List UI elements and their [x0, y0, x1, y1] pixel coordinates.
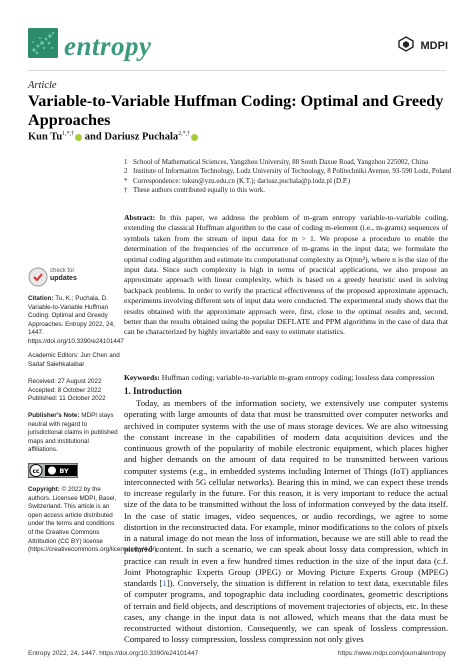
- paper-title: Variable-to-Variable Huffman Coding: Optimal and Greedy Approaches: [28, 92, 444, 129]
- check-for-updates-label[interactable]: [50, 268, 77, 283]
- affiliation-text[interactable]: Correspondence: tukun@yzu.edu.cn (K.T.); dariusz.puchala@p.lodz.pl (D.P.): [133, 176, 351, 185]
- publisher-note-label: Publisher's Note:: [28, 412, 80, 419]
- journal-logo-icon: [28, 28, 58, 58]
- body-paragraph: [124, 398, 448, 646]
- footer-journal-url[interactable]: https://www.mdpi.com/journal/entropy: [337, 650, 446, 657]
- dates-block: [28, 378, 120, 404]
- body-text-segment: Today, as members of the information society, we extensively use computer systems operating with large amounts of data that must be transmitted over computer networks and archived in computer systems with the use of mass storage devices. We are also witnessing the constant increase in the capabilities of modern data acquisition devices and the continuous growth of the popularity of mobile electronic equipment, which places higher and higher demands on the amount of data required to be transmitted between various computer systems (e.g., in embedded systems including Internet of Things (IoT) appliances interconnected with 5G cellular networks). Bearing this in mind, we can expect these trends to increase regularly in the future. For this reason, it is very important to reduce the actual size of the data to be transmitted without the loss of information conveyed by the data itself. In the case of static images, video sequences, or audio recordings, we agree to some distortion in the reconstructed data. For example, minor modifications to the colors of pixels in a natural image do not mean the loss of information, because we are still able to read the pictured content. In such a scenario, we can speak about lossy data compression, which in practice can result in even a few hundred times reduction in the size of the input data (c.f. Joint Photographic Experts Group (JPEG) or Moving Picture Experts Group (MPEG) standards [: [124, 398, 448, 588]
- citation-block: [28, 295, 124, 347]
- publisher-name: MDPI: [420, 40, 448, 52]
- copyright-block: [28, 486, 159, 555]
- keywords-text: Huffman coding; variable-to-variable m-gram entropy coding; lossless data compression: [161, 373, 435, 382]
- publisher-note-text: MDPI stays neutral with regard to jurisdictional claims in published maps and institutional affiliations.: [28, 412, 118, 454]
- check-label: check for: [50, 268, 75, 274]
- author-name: Kun Tu: [28, 131, 63, 143]
- academic-editors: Academic Editors: Jun Chen and Sadaf Salehkalaibar: [28, 352, 120, 368]
- affiliation-text: School of Mathematical Sciences, Yangzhou University, 88 South Daxue Road, Yangzhou 225002, China: [133, 158, 429, 166]
- accepted-date: Accepted: 8 October 2022: [28, 386, 102, 394]
- author-list: [28, 131, 198, 143]
- updates-label: updates: [50, 275, 77, 282]
- author-name: Dariusz Puchala: [104, 131, 179, 143]
- affiliation-mark: †: [124, 185, 128, 194]
- page-footer: [28, 650, 446, 657]
- footer-citation[interactable]: Entropy 2022, 24, 1447. https://doi.org/10.3390/e24101447: [28, 650, 199, 657]
- body-text: [124, 398, 448, 646]
- received-date: Received: 27 August 2022: [28, 378, 102, 385]
- published-date: Published: 11 October 2022: [28, 395, 106, 403]
- abstract-label: Abstract:: [124, 213, 156, 222]
- affiliation-text: Institute of Information Technology, Lodz University of Technology, 8 Politechniki Avenue, 93-590 Lodz, Poland: [133, 167, 452, 176]
- citation-text[interactable]: Tu, K.; Puchala, D. Variable-to-Variable Huffman Coding: Optimal and Greedy Approaches. Entropy 2022, 24, 1447. https://doi.org/10.3390/e24101447: [28, 295, 124, 345]
- affiliation-mark: 1: [124, 158, 128, 166]
- author-superscript: 2,*,†: [178, 131, 191, 137]
- cc-by-license-icon[interactable]: [28, 463, 78, 478]
- affiliation-mark: 2: [124, 167, 128, 176]
- affiliation-item: [124, 177, 454, 186]
- author-connector: and: [84, 131, 102, 143]
- affiliation-item: [124, 158, 454, 167]
- svg-text:cc: cc: [32, 468, 40, 475]
- header-divider: [28, 70, 446, 71]
- copyright-text: © 2022 by the authors. Licensee MDPI, Basel, Switzerland. This article is an open access article distributed under the terms and conditions of the Creative Commons Attribution (CC BY) license (https://creativecommons.org/licenses/by/4.0/).: [28, 486, 159, 554]
- svg-text:BY: BY: [59, 467, 69, 475]
- reference-link[interactable]: 1: [162, 578, 167, 588]
- body-text-segment: ]). Conversely, the situation is different in relation to text data, executable files of computer programs, and topographic data including coordinates, geometric descriptions of terrain and field objects, and descriptions of movement trajectories of objects, etc. In these cases, any change in the input data is not allowed, which means that the data must be reconstructed without distortion. Consequently, we can speak of lossless compression. Compared to lossy compression, lossless compression not only gives: [124, 578, 448, 645]
- citation-label: Citation:: [28, 295, 54, 302]
- keywords-label: Keywords:: [124, 373, 160, 382]
- keywords: [124, 373, 448, 383]
- mdpi-logo-icon: [398, 36, 414, 52]
- orcid-icon[interactable]: [191, 134, 198, 141]
- affiliation-mark: *: [124, 176, 128, 185]
- journal-name[interactable]: entropy: [64, 31, 152, 61]
- section-heading: 1. Introduction: [124, 386, 182, 396]
- copyright-label: Copyright:: [28, 486, 60, 493]
- article-type: Article: [28, 80, 57, 91]
- affiliation-text: These authors contributed equally to this work.: [133, 185, 265, 194]
- affiliations: [124, 158, 454, 195]
- abstract-text: In this paper, we address the problem of m-gram entropy variable-to-variable coding, extending the classical Huffman algorithm to the case of coding m-element (i.e., m-grams) sequences of symbols taken from the stream of input data for m > 1. We propose a procedure to enable the determination of the frequencies of the occurrence of m-grams in the input data; we formulate the optimal coding algorithm and estimate its computational complexity as O(mn²), where n is the size of the input data. Since such complexity is high in terms of practical applications, we also propose an approximate approach with linear complexity, which is based on a greedy heuristic used in solving backpack problems. In order to verify the practical effectiveness of the proposed approximate approach, experiments involving different sets of input data were conducted. The experimental study shows that the results obtained with the approximate approach were, first, close to the optimal results and, second, better than the results obtained using the popular DEFLATE and PPM algorithms in the case of data that can be characterized by highly invariable and easy to estimate statistics.: [124, 213, 449, 337]
- check-for-updates-icon[interactable]: [28, 267, 48, 287]
- author-superscript: 1,*,†: [62, 131, 75, 137]
- abstract: [124, 213, 448, 338]
- orcid-icon[interactable]: [75, 134, 82, 141]
- affiliation-item: [124, 167, 454, 176]
- publisher-note: [28, 412, 120, 455]
- affiliation-item: [124, 186, 454, 195]
